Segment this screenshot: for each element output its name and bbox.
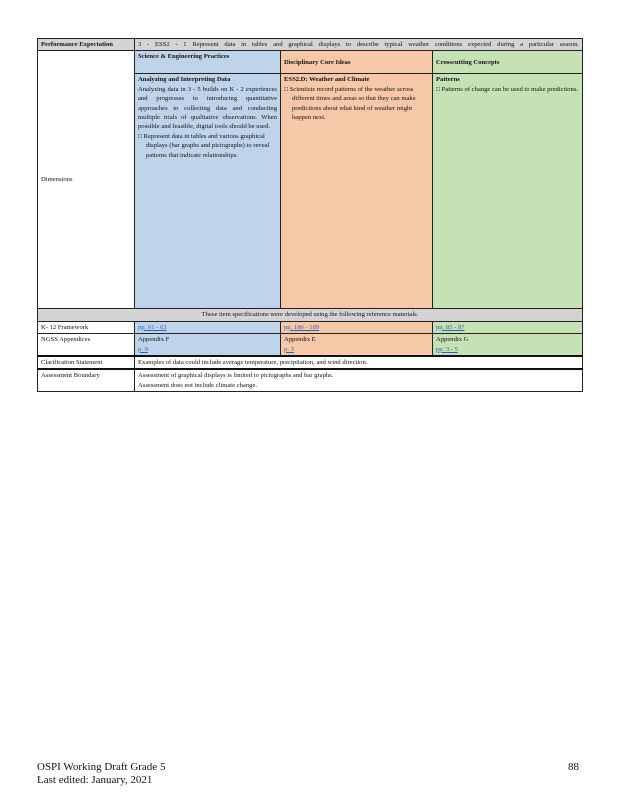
ngss-dci-appendix: Appendix E — [284, 336, 316, 344]
clarification-statement-text: Examples of data could include average temperature, precipitation, and wind direction. — [135, 356, 583, 369]
square-bullet-icon: □ — [138, 132, 144, 140]
reference-note-row — [38, 309, 583, 321]
item-specification-table — [37, 38, 583, 392]
ccc-title: Patterns — [436, 76, 460, 84]
ngss-appendices-label: NGSS Appendices — [38, 334, 135, 356]
reference-note: These item specifications were developed using the following reference materials. — [38, 309, 583, 321]
k12-framework-row — [38, 321, 583, 333]
ngss-appendices-row — [38, 334, 583, 356]
sep-content — [135, 74, 281, 309]
square-bullet-icon: □ — [436, 85, 442, 93]
footer-last-edited: Last edited: January, 2021 — [37, 774, 153, 786]
performance-expectation-text: 3 - ESS2 - 1 Represent data in tables and graphical displays to describe typical weather conditions expected during a particular season. — [135, 39, 583, 51]
dci-bullet-text: Scientists record patterns of the weather across different times and areas so that they can make predictions about what kind of weather might happen next. — [289, 85, 416, 122]
sep-bullet-text: Represent data in tables and various graphical displays (bar graphs and pictographs) to reveal patterns that indicate relationships. — [143, 132, 270, 159]
sep-heading: Science & Engineering Practices — [135, 51, 281, 74]
clarification-statement-label: Clarification Statement — [38, 356, 135, 369]
clarification-statement-row — [38, 356, 583, 369]
assessment-boundary-line-2: Assessment does not include climate change. — [138, 381, 258, 389]
ccc-bullet-item — [436, 85, 579, 94]
page-number: 88 — [568, 761, 579, 773]
k12-sep-cell — [135, 321, 281, 333]
performance-expectation-row — [38, 39, 583, 51]
dci-title: ESS2.D: Weather and Climate — [284, 76, 370, 84]
ccc-bullet-text: Patterns of change can be used to make predictions. — [441, 85, 579, 93]
ccc-heading: Crosscutting Concepts — [433, 51, 583, 74]
ngss-ccc-pages-link[interactable]: pp. 3 - 5 — [436, 345, 458, 353]
k12-dci-cell — [281, 321, 433, 333]
dci-content — [281, 74, 433, 309]
assessment-boundary-row — [38, 369, 583, 391]
footer-draft-label: OSPI Working Draft Grade 5 — [37, 761, 166, 773]
k12-dci-link[interactable]: pp. 186 - 189 — [284, 323, 320, 331]
ccc-content — [433, 74, 583, 309]
performance-expectation-label: Performance Expectation — [38, 39, 135, 51]
assessment-boundary-label: Assessment Boundary — [38, 369, 135, 391]
ngss-sep-pages-link[interactable]: p. 9 — [138, 345, 148, 353]
ngss-ccc-cell — [433, 334, 583, 356]
sep-paragraph: Analyzing data in 3 - 5 builds on K - 2 experiences and progresses to introducing quantitative approaches to collecting data and conducting multiple trials of qualitative observations. When possible and feasible, digital tools should be used. — [138, 85, 277, 131]
k12-ccc-link[interactable]: pp. 85 - 87 — [436, 323, 465, 331]
assessment-boundary-text — [135, 369, 583, 391]
page-footer — [37, 761, 165, 787]
ngss-ccc-appendix: Appendix G — [436, 336, 469, 344]
k12-ccc-cell — [433, 321, 583, 333]
ngss-dci-cell — [281, 334, 433, 356]
sep-bullet-item — [138, 132, 277, 160]
dimensions-label: Dimensions — [38, 51, 135, 309]
k12-sep-link[interactable]: pp. 61 - 63 — [138, 323, 167, 331]
assessment-boundary-line-1: Assessment of graphical displays is limited to pictographs and bar graphs. — [138, 372, 334, 380]
k12-framework-label: K- 12 Framework — [38, 321, 135, 333]
square-bullet-icon: □ — [284, 85, 290, 93]
dci-heading: Disciplinary Core Ideas — [281, 51, 433, 74]
ngss-dci-pages-link[interactable]: p. 3 — [284, 345, 294, 353]
ngss-sep-appendix: Appendix F — [138, 336, 170, 344]
dimensions-heading-row — [38, 51, 583, 74]
dci-bullet-item — [284, 85, 429, 123]
sep-title: Analyzing and Interpreting Data — [138, 76, 231, 84]
ngss-sep-cell — [135, 334, 281, 356]
